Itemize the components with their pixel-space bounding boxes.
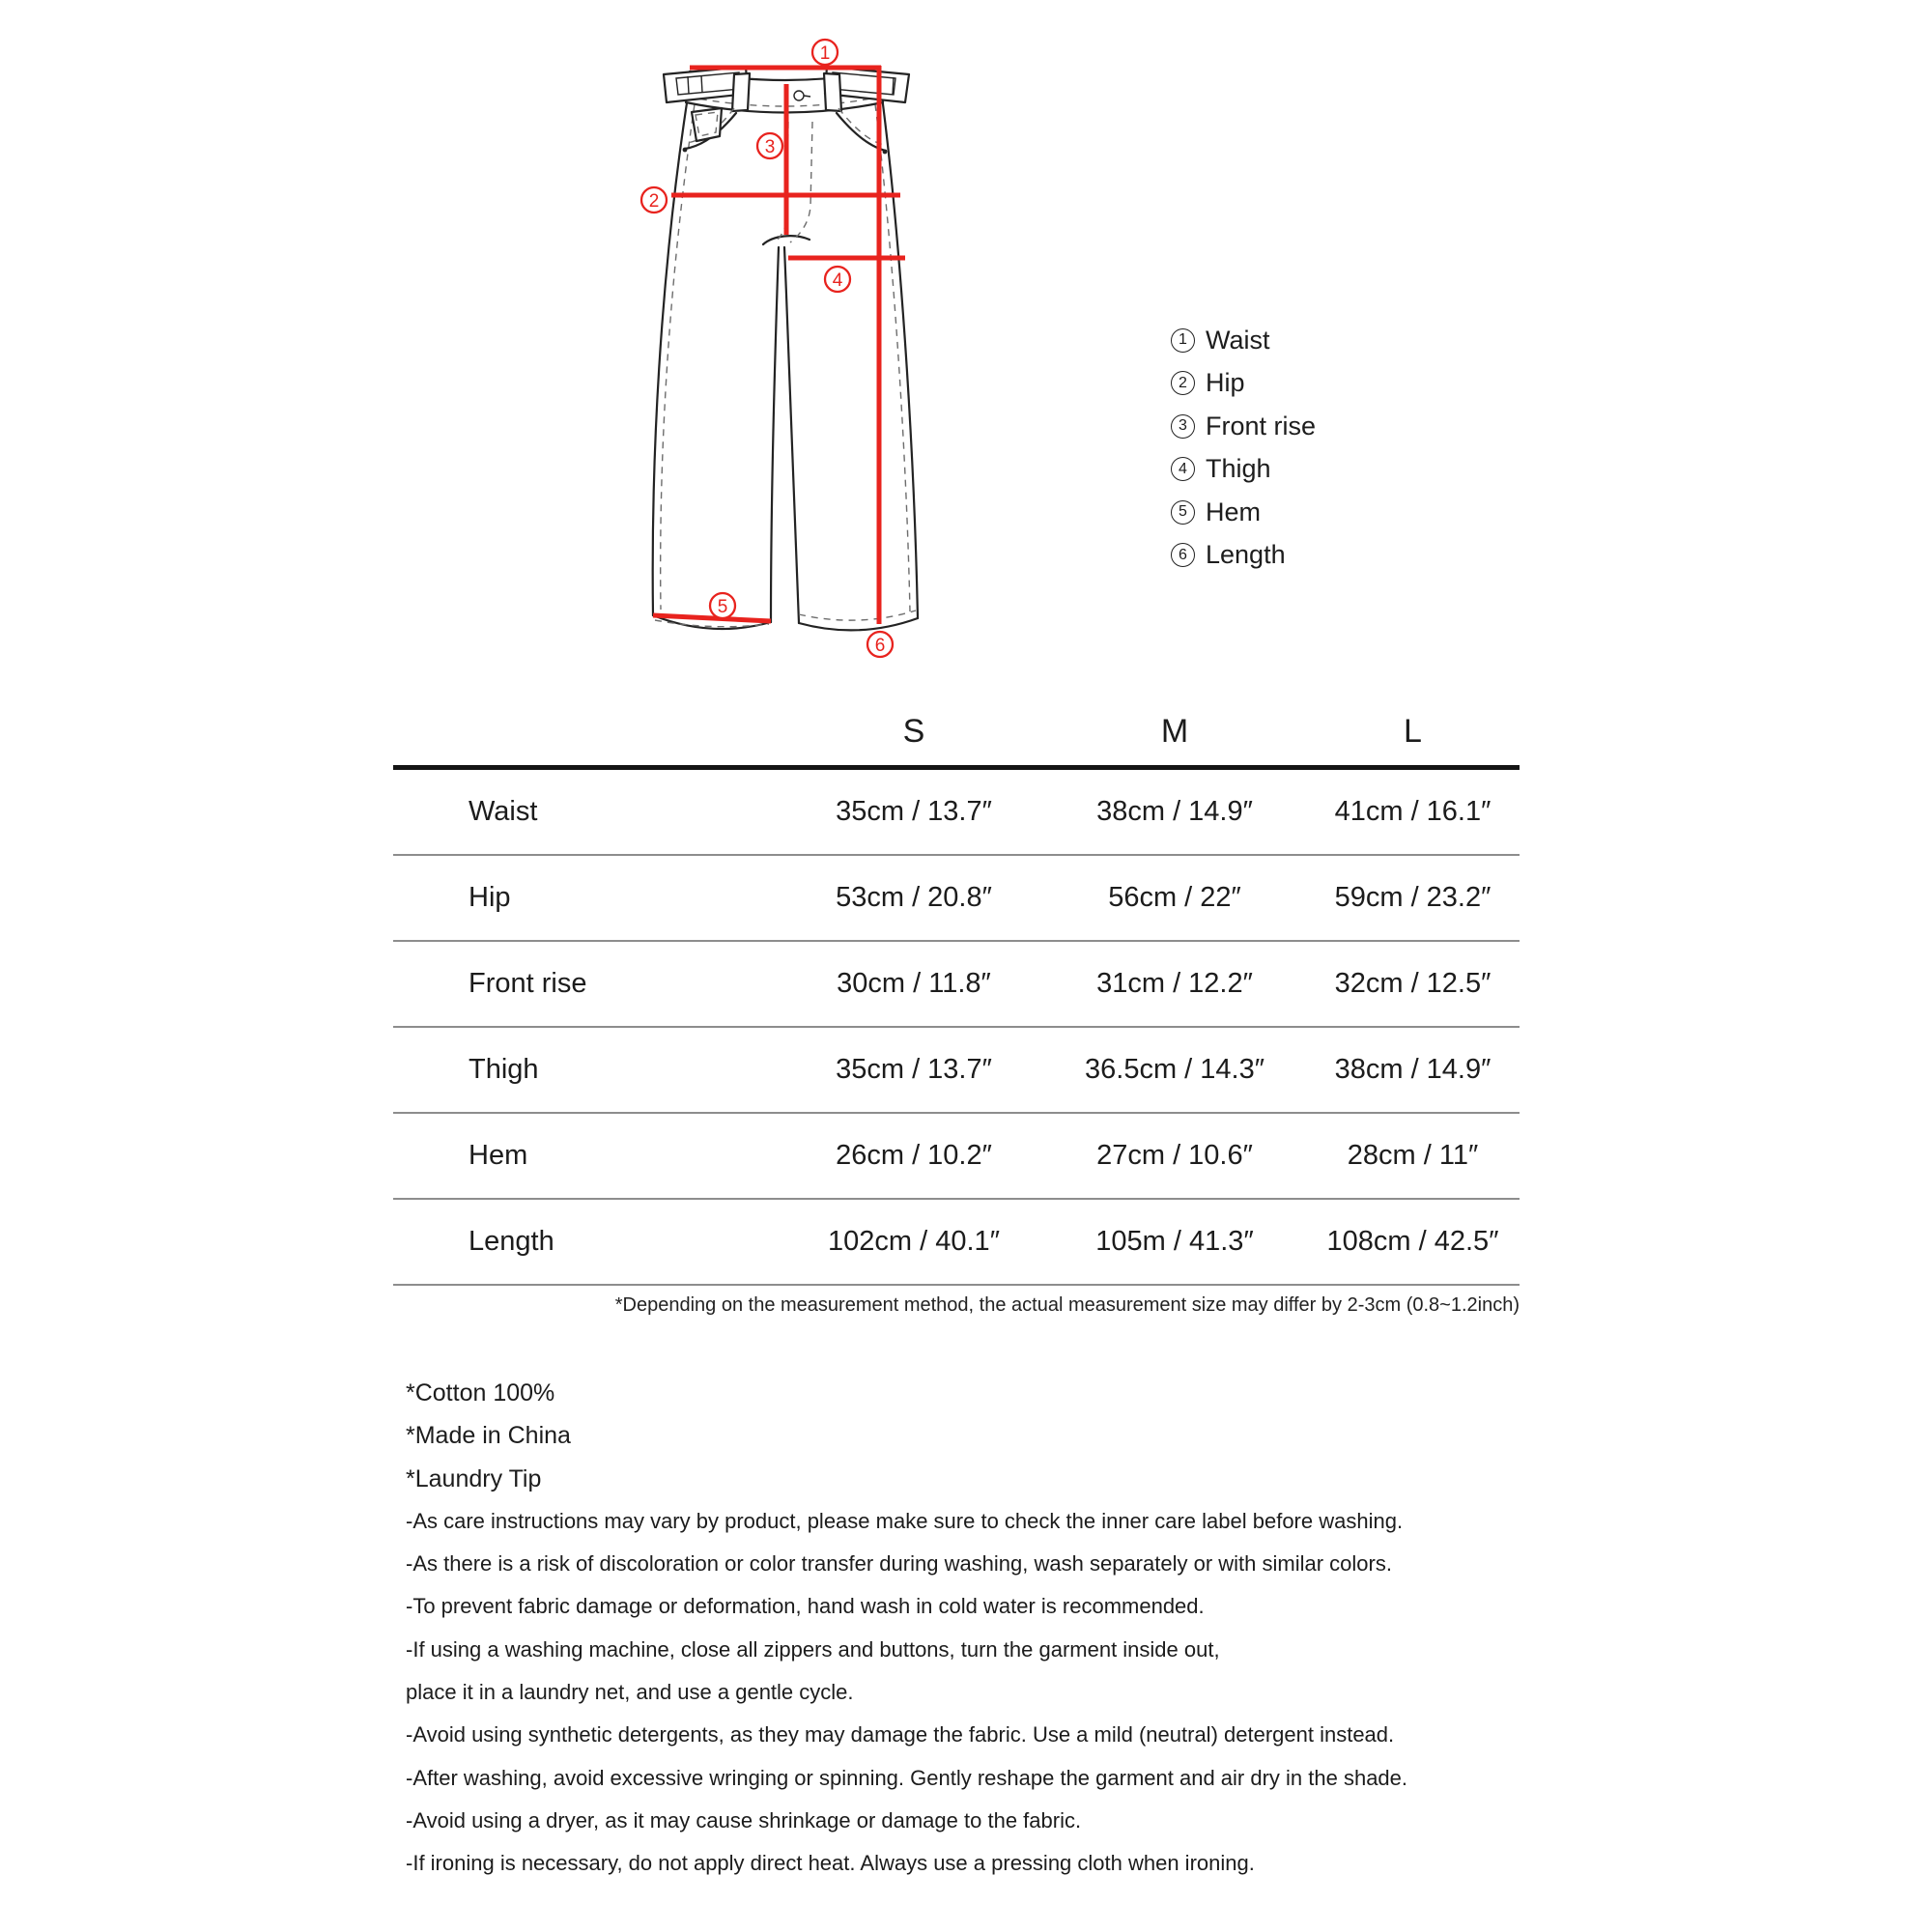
care-line: -Avoid using a dryer, as it may cause shrinkage or damage to the fabric. — [406, 1807, 1082, 1833]
legend-label: Front rise — [1206, 411, 1317, 440]
table-row-hem — [393, 1114, 1520, 1200]
cell-hem-s: 26cm / 10.2″ — [836, 1140, 992, 1171]
table-row-length — [393, 1200, 1520, 1286]
circled-number-icon: 4 — [1171, 457, 1195, 481]
legend-item-thigh — [1171, 448, 1316, 492]
care-line: -If using a washing machine, close all zippers and buttons, turn the garment inside out, — [406, 1636, 1220, 1662]
care-line: -To prevent fabric damage or deformation, hand wash in cold water is recommended. — [406, 1594, 1205, 1619]
row-label: Hip — [469, 882, 511, 913]
cell-length-m: 105m / 41.3″ — [1095, 1226, 1254, 1257]
table-row-hip — [393, 856, 1520, 942]
cell-waist-l: 41cm / 16.1″ — [1334, 796, 1492, 827]
coin-pocket — [692, 108, 722, 141]
care-line: -If ironing is necessary, do not apply direct heat. Always use a pressing cloth when ironing. — [406, 1851, 1255, 1876]
column-header-l: L — [1404, 712, 1422, 750]
care-line: -As there is a risk of discoloration or color transfer during washing, wash separately or with similar colors. — [406, 1551, 1392, 1577]
row-label: Length — [469, 1226, 554, 1257]
product-info — [406, 1372, 1662, 1886]
care-line: -After washing, avoid excessive wringing or spinning. Gently reshape the garment and air dry in the shade. — [406, 1765, 1408, 1790]
origin-info: *Made in China — [406, 1422, 571, 1450]
cell-hip-s: 53cm / 20.8″ — [836, 882, 992, 913]
column-header-s: S — [902, 712, 925, 750]
cell-hip-m: 56cm / 22″ — [1108, 882, 1241, 913]
cell-length-s: 102cm / 40.1″ — [828, 1226, 1000, 1257]
row-label: Hem — [469, 1140, 528, 1171]
care-line: place it in a laundry net, and use a gentle cycle. — [406, 1680, 854, 1705]
marker-2: 2 — [648, 191, 660, 212]
cell-hip-l: 59cm / 23.2″ — [1334, 882, 1492, 913]
legend-label: Thigh — [1206, 454, 1271, 484]
cell-waist-m: 38cm / 14.9″ — [1096, 796, 1253, 827]
cell-thigh-s: 35cm / 13.7″ — [836, 1054, 992, 1085]
marker-1: 1 — [819, 43, 831, 64]
legend-item-length — [1171, 534, 1316, 578]
cell-thigh-l: 38cm / 14.9″ — [1334, 1054, 1492, 1085]
legend-item-hip — [1171, 362, 1316, 406]
circled-number-icon: 2 — [1171, 371, 1195, 395]
cell-length-l: 108cm / 42.5″ — [1326, 1226, 1499, 1257]
laundry-tip-heading: *Laundry Tip — [406, 1464, 542, 1492]
pants-measurement-diagram — [580, 29, 966, 667]
size-table — [393, 697, 1520, 1286]
measurement-footnote: *Depending on the measurement method, the actual measurement size may differ by 2-3cm (0.8~1.2inch) — [614, 1294, 1520, 1316]
marker-4: 4 — [832, 270, 843, 291]
row-label: Front rise — [469, 968, 587, 999]
legend-label: Waist — [1206, 325, 1270, 355]
cell-thigh-m: 36.5cm / 14.3″ — [1085, 1054, 1264, 1085]
cell-hem-m: 27cm / 10.6″ — [1096, 1140, 1253, 1171]
column-header-m: M — [1160, 712, 1189, 750]
size-table-header — [393, 697, 1520, 765]
table-row-thigh — [393, 1028, 1520, 1114]
table-row-front-rise — [393, 942, 1520, 1028]
legend-label: Hip — [1206, 368, 1245, 398]
hem-line — [653, 615, 771, 621]
row-label: Waist — [469, 796, 538, 827]
legend-item-hem — [1171, 491, 1316, 534]
legend-label: Hem — [1206, 497, 1262, 526]
row-label: Thigh — [469, 1054, 539, 1085]
legend-label: Length — [1206, 540, 1286, 570]
circled-number-icon: 1 — [1171, 328, 1195, 353]
care-line: -Avoid using synthetic detergents, as they may damage the fabric. Use a mild (neutral) detergent instead. — [406, 1722, 1395, 1747]
marker-3: 3 — [764, 137, 776, 157]
cell-front-rise-m: 31cm / 12.2″ — [1096, 968, 1253, 999]
table-row-waist — [393, 770, 1520, 856]
measurement-legend — [1171, 319, 1316, 577]
legend-item-front-rise — [1171, 405, 1316, 448]
marker-6: 6 — [874, 636, 886, 656]
cell-hem-l: 28cm / 11″ — [1347, 1140, 1479, 1171]
circled-number-icon: 6 — [1171, 543, 1195, 567]
care-line: -As care instructions may vary by product, please make sure to check the inner care label before washing. — [406, 1508, 1404, 1533]
circled-number-icon: 3 — [1171, 414, 1195, 439]
cell-waist-s: 35cm / 13.7″ — [836, 796, 992, 827]
size-table-body — [393, 765, 1520, 1286]
circled-number-icon: 5 — [1171, 500, 1195, 525]
marker-5: 5 — [717, 597, 728, 617]
cell-front-rise-l: 32cm / 12.5″ — [1334, 968, 1492, 999]
cell-front-rise-s: 30cm / 11.8″ — [837, 968, 991, 999]
fabric-info: *Cotton 100% — [406, 1379, 555, 1406]
legend-item-waist — [1171, 319, 1316, 362]
